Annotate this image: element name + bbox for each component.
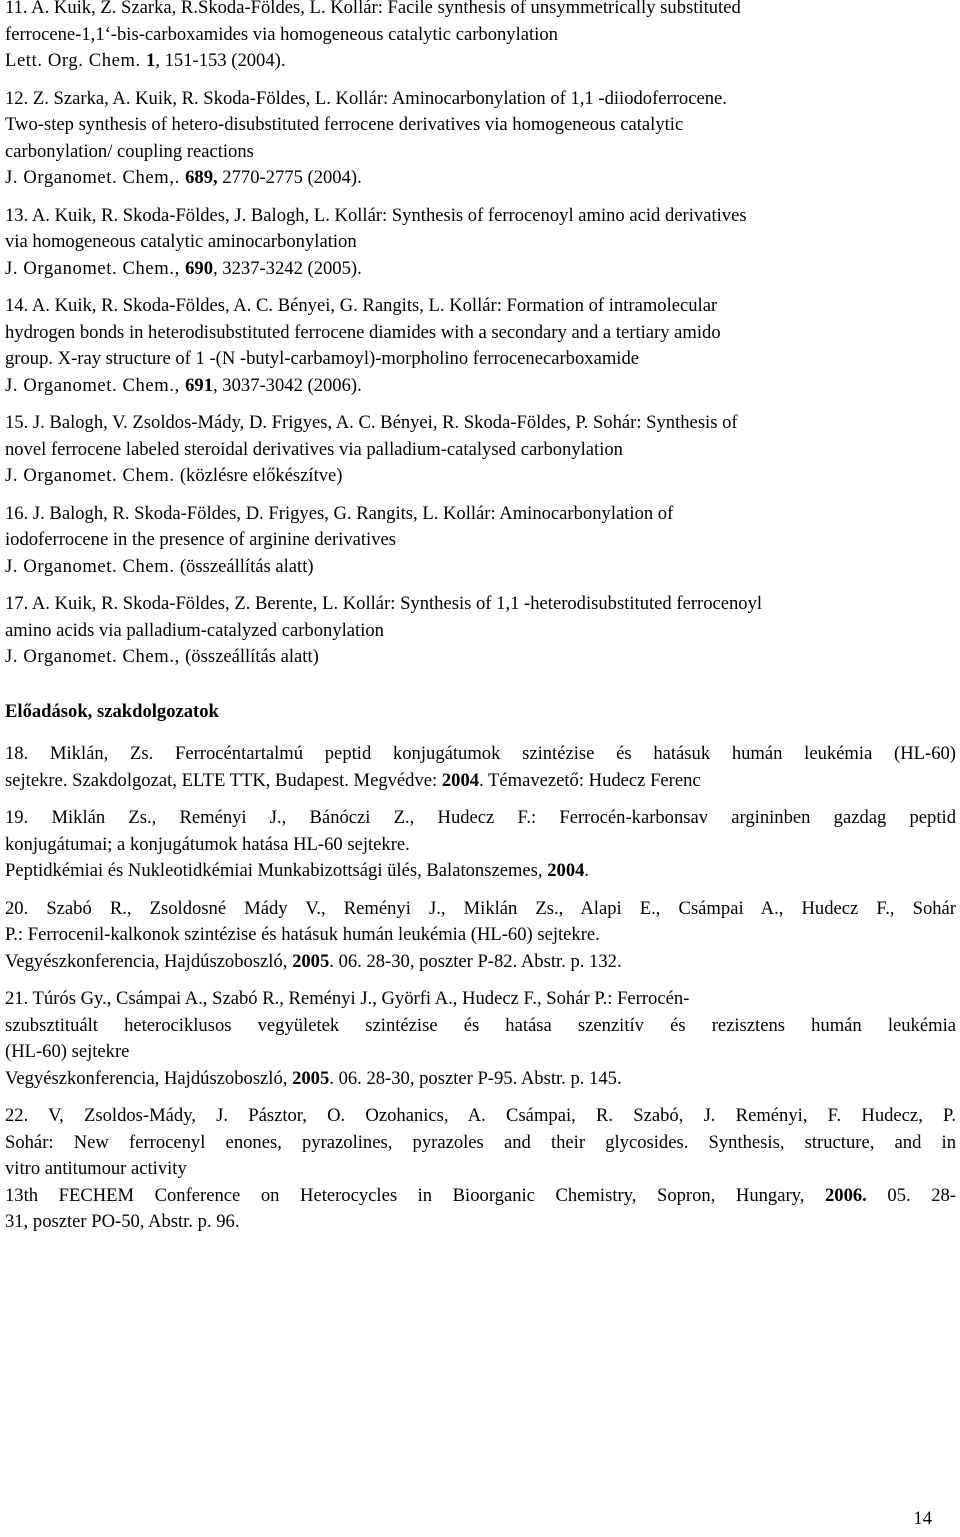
journal-citation — [5, 644, 956, 671]
journal-citation — [5, 48, 956, 75]
text-segment: 31, poszter PO-50, Abstr. p. 96. — [5, 1211, 240, 1232]
reference-line: iodoferrocene in the presence of arginine derivatives — [5, 529, 396, 550]
reference-line: group. X-ray structure of 1 -(N -butyl-carbamoyl)-morpholino ferrocenecarboxamide — [5, 348, 640, 369]
journal-name: J. Organomet. Chem., — [5, 257, 186, 279]
text-segment: vitro antitumour activity — [5, 1158, 187, 1179]
reference-entry — [5, 591, 956, 671]
reference-entry — [5, 0, 956, 75]
journal-name: Lett. Org. Chem. — [5, 50, 147, 71]
journal-volume: 691 — [185, 374, 213, 396]
reference-entry — [5, 501, 956, 581]
reference-line: novel ferrocene labeled steroidal derivatives via palladium-catalysed carbonylation — [5, 438, 623, 460]
journal-name: J. Organomet. Chem., — [5, 374, 186, 396]
journal-name: J. Organomet. Chem. — [5, 465, 180, 486]
publication-list — [5, 0, 956, 671]
presentation-list — [5, 741, 956, 1236]
text-segment: Sohár: New ferrocenyl enones, pyrazolines, pyrazoles and their glycosides. Synthesis, structure, and in — [5, 1131, 956, 1153]
reference-entry — [5, 203, 956, 283]
document-page — [5, 0, 956, 1247]
text-segment: (HL-60) sejtekre — [5, 1041, 130, 1062]
text-segment: Vegyészkonferencia, Hajdúszoboszló, — [5, 1067, 293, 1089]
reference-line: Two-step synthesis of hetero-disubstituted ferrocene derivatives via homogeneous catalytic — [5, 114, 684, 135]
text-segment: Vegyészkonferencia, Hajdúszoboszló, — [5, 950, 293, 972]
bold-year: 2004 — [441, 769, 480, 791]
journal-volume: 1 — [146, 50, 156, 71]
journal-name: J. Organomet. Chem., — [5, 646, 186, 667]
reference-entry — [5, 293, 956, 399]
presentation-line — [5, 1066, 956, 1093]
presentation-line — [5, 1183, 956, 1210]
presentation-entry — [5, 896, 956, 976]
citation-pages: , 3037-3042 (2006). — [213, 374, 362, 396]
journal-citation — [5, 256, 956, 283]
presentation-line — [5, 1156, 956, 1183]
text-segment: Peptidkémiai és Nukleotidkémiai Munkabizottsági ülés, Balatonszemes, — [5, 860, 548, 881]
presentation-line — [5, 922, 956, 949]
presentation-line — [5, 741, 956, 768]
presentation-line — [5, 1209, 956, 1236]
text-segment: . 06. 28-30, poszter P-95. Abstr. p. 145. — [329, 1067, 622, 1089]
reference-line: 11. A. Kuik, Z. Szarka, R.Skoda-Földes, L. Kollár: Facile synthesis of unsymmetrically substituted — [5, 0, 741, 18]
presentation-line — [5, 949, 956, 976]
text-segment: 18. Miklán, Zs. Ferrocéntartalmú peptid konjugátumok szintézise és hatásuk humán leukémia (HL-60) — [5, 743, 956, 764]
presentation-line — [5, 768, 956, 795]
bold-year: 2004 — [547, 860, 585, 881]
journal-name: J. Organomet. Chem. — [5, 555, 180, 577]
bold-year: 2006. — [824, 1184, 867, 1206]
presentation-entry — [5, 741, 956, 794]
reference-line: hydrogen bonds in heterodisubstituted ferrocene diamides with a secondary and a tertiary amido — [5, 321, 721, 343]
citation-pages: 2770-2775 (2004). — [217, 167, 362, 188]
reference-line: 15. J. Balogh, V. Zsoldos-Mády, D. Frigyes, A. C. Bényei, R. Skoda-Földes, P. Sohár: Synthesis of — [5, 412, 738, 433]
citation-pages: (összeállítás alatt) — [179, 555, 314, 577]
journal-volume: 690 — [185, 257, 213, 279]
reference-entry — [5, 86, 956, 192]
text-segment: sejtekre. Szakdolgozat, ELTE TTK, Budapest. Megvédve: — [5, 769, 442, 791]
bold-year: 2005 — [292, 1067, 330, 1089]
presentation-entry — [5, 1103, 956, 1236]
presentation-line — [5, 896, 956, 923]
reference-line: carbonylation/ coupling reactions — [5, 140, 254, 162]
citation-pages: , 3237-3242 (2005). — [213, 257, 362, 279]
reference-line: 13. A. Kuik, R. Skoda-Földes, J. Balogh, L. Kollár: Synthesis of ferrocenoyl amino acid derivatives — [5, 204, 747, 226]
presentation-line — [5, 858, 956, 885]
text-segment: 05. 28- — [866, 1184, 956, 1206]
journal-citation — [5, 165, 956, 192]
presentation-line — [5, 832, 956, 859]
text-segment: 21. Túrós Gy., Csámpai A., Szabó R., Reményi J., Györfi A., Hudecz F., Sohár P.: Ferrocén- — [5, 988, 690, 1009]
citation-pages: , 151-153 (2004). — [155, 50, 286, 71]
presentation-entry — [5, 986, 956, 1092]
text-segment: . Témavezető: Hudecz Ferenc — [479, 769, 701, 791]
presentation-line — [5, 1013, 956, 1040]
text-segment: . — [584, 860, 590, 881]
text-segment: konjugátumai; a konjugátumok hatása HL-60 sejtekre. — [5, 833, 410, 855]
journal-citation — [5, 463, 956, 490]
presentation-line — [5, 1130, 956, 1157]
reference-line: 16. J. Balogh, R. Skoda-Földes, D. Frigyes, G. Rangits, L. Kollár: Aminocarbonylation of — [5, 502, 674, 524]
page-number: 14 — [913, 1508, 932, 1529]
presentation-line — [5, 1103, 956, 1130]
reference-line: ferrocene-1,1‘-bis-carboxamides via homogeneous catalytic carbonylation — [5, 23, 558, 45]
reference-line: 17. A. Kuik, R. Skoda-Földes, Z. Berente, L. Kollár: Synthesis of 1,1 -heterodisubstituted ferrocenoyl — [5, 593, 763, 614]
presentation-entry — [5, 805, 956, 885]
text-segment: szubsztituált heterociklusos vegyületek szintézise és hatása szenzitív és rezisztens humán leukémia — [5, 1014, 956, 1036]
journal-citation — [5, 554, 956, 581]
citation-pages: (közlésre előkészítve) — [179, 465, 343, 486]
text-segment: 22. V, Zsoldos-Mády, J. Pásztor, O. Ozohanics, A. Csámpai, R. Szabó, J. Reményi, F. Hudecz, P. — [5, 1105, 956, 1126]
reference-line: 14. A. Kuik, R. Skoda-Földes, A. C. Bényei, G. Rangits, L. Kollár: Formation of intramolecular — [5, 295, 718, 316]
bold-year: 2005 — [292, 950, 330, 972]
reference-line: 12. Z. Szarka, A. Kuik, R. Skoda-Földes, L. Kollár: Aminocarbonylation of 1,1 -diiodoferrocene. — [5, 87, 727, 109]
section-heading: Előadások, szakdolgozatok — [5, 700, 219, 722]
reference-entry — [5, 410, 956, 490]
presentation-line — [5, 1039, 956, 1066]
reference-line: amino acids via palladium-catalyzed carbonylation — [5, 619, 384, 641]
text-segment: 13th FECHEM Conference on Heterocycles in Bioorganic Chemistry, Sopron, Hungary, — [5, 1184, 825, 1206]
text-segment: P.: Ferrocenil-kalkonok szintézise és hatásuk humán leukémia (HL-60) sejtekre. — [5, 924, 600, 945]
text-segment: 20. Szabó R., Zsoldosné Mády V., Reményi J., Miklán Zs., Alapi E., Csámpai A., Hudecz F., Sohár — [5, 897, 956, 919]
presentation-line — [5, 805, 956, 832]
journal-volume: 689, — [185, 167, 218, 188]
text-segment: . 06. 28-30, poszter P-82. Abstr. p. 132. — [329, 950, 622, 972]
text-segment: 19. Miklán Zs., Reményi J., Bánóczi Z., Hudecz F.: Ferrocén-karbonsav argininben gazdag peptid — [5, 807, 956, 828]
journal-citation — [5, 373, 956, 400]
presentation-line — [5, 986, 956, 1013]
reference-line: via homogeneous catalytic aminocarbonylation — [5, 231, 357, 252]
citation-pages: (összeállítás alatt) — [185, 646, 319, 667]
journal-name: J. Organomet. Chem,. — [5, 167, 186, 188]
